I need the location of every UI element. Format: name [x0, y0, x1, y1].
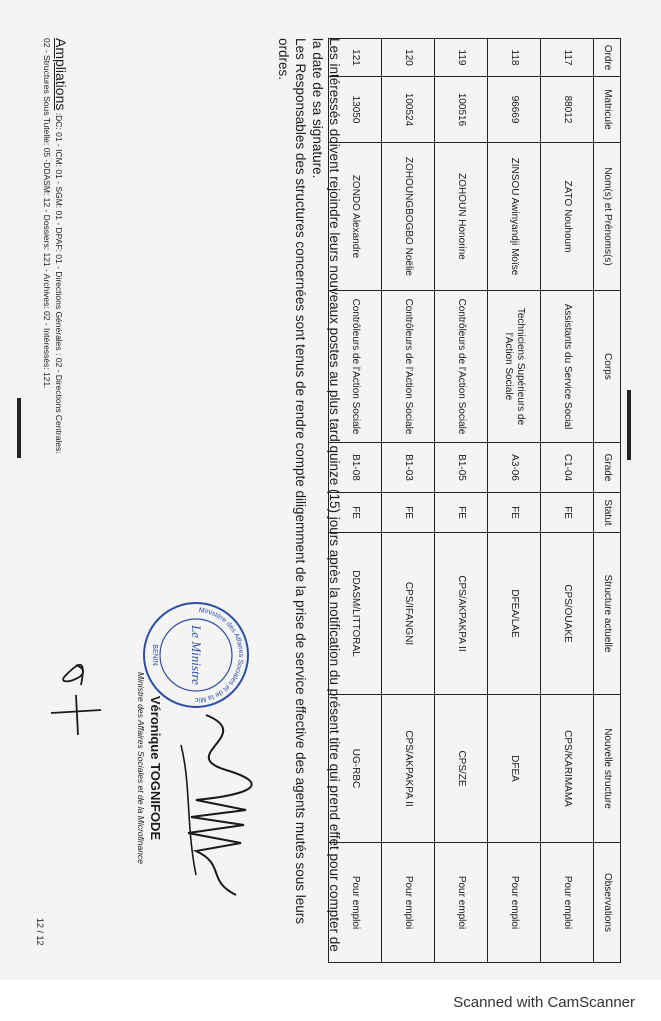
- table-cell: ZATO Nouhoum: [541, 143, 594, 291]
- stamp-ring-text: Ministère des Affaires Sociales et de la Mic: [194, 607, 245, 704]
- table-header-row: [594, 39, 621, 963]
- table-cell: 120: [382, 39, 435, 77]
- table-cell: DFEA/LAE: [488, 533, 541, 695]
- table-cell: A3-06: [488, 443, 541, 493]
- ampliations-line-2: 02 - Structures Sous Tutelle: 05 -DDASM: 12 - Dossiers: 121 - Archives: 02 - Intéressés: 121.: [42, 38, 52, 389]
- scan-edge-mark: [627, 390, 631, 460]
- column-header: Structure actuelle: [594, 533, 621, 695]
- minister-name: Véronique TOGNIFODE: [148, 695, 163, 841]
- table-cell: Contrôleurs de l'Action Sociale: [435, 291, 488, 443]
- table-cell: FE: [488, 493, 541, 533]
- table-cell: B1-03: [382, 443, 435, 493]
- table-cell: CPS/IFANGNI: [382, 533, 435, 695]
- table-cell: ZOHOUNGBOGBO Noëlie: [382, 143, 435, 291]
- table-cell: ZOHOUN Honorine: [435, 143, 488, 291]
- column-header: Statut: [594, 493, 621, 533]
- table-row: [435, 39, 488, 963]
- table-cell: 13050: [329, 77, 382, 143]
- minister-title: Ministre des Affaires Sociales et de la Microfinance: [136, 672, 146, 864]
- table-cell: B1-05: [435, 443, 488, 493]
- handwritten-initials: [46, 655, 106, 745]
- table-cell: DFEA: [488, 695, 541, 843]
- table-cell: ZINSOU Awinyandji Moïse: [488, 143, 541, 291]
- table-cell: ZONDO Alexandre: [329, 143, 382, 291]
- table-cell: Techniciens Supérieurs de l'Action Sociale: [488, 291, 541, 443]
- minister-signature: [166, 705, 266, 905]
- table-cell: Pour emploi: [435, 843, 488, 963]
- table-cell: 100516: [435, 77, 488, 143]
- table-cell: 117: [541, 39, 594, 77]
- table-cell: CPS/AKPAKPA II: [382, 695, 435, 843]
- table-cell: CPS/ZE: [435, 695, 488, 843]
- table-cell: Pour emploi: [329, 843, 382, 963]
- table-cell: Contrôleurs de l'Action Sociale: [382, 291, 435, 443]
- table-cell: Assistants du Service Social: [541, 291, 594, 443]
- column-header: Grade: [594, 443, 621, 493]
- column-header: Nom(s) et Prénoms(s): [594, 143, 621, 291]
- table-cell: FE: [435, 493, 488, 533]
- table-cell: FE: [382, 493, 435, 533]
- table-cell: 88012: [541, 77, 594, 143]
- table-cell: DDASM/LITTORAL: [329, 533, 382, 695]
- table-cell: FE: [541, 493, 594, 533]
- notification-paragraph: Les intéressés doivent rejoindre leurs nouveaux postes au plus tard quinze (15) jours après la notification du présent titre qui prend effet pour compter de la date de sa signature.: [310, 38, 342, 952]
- table-cell: 100524: [382, 77, 435, 143]
- table-cell: Pour emploi: [488, 843, 541, 963]
- ampliations-label: Ampliations: [53, 38, 69, 111]
- table-cell: 121: [329, 39, 382, 77]
- stamp-bottom-text: BENIN: [151, 644, 158, 666]
- table-cell: 96669: [488, 77, 541, 143]
- camscanner-watermark: Scanned with CamScanner: [453, 994, 635, 1011]
- table-cell: B1-08: [329, 443, 382, 493]
- column-header: Matricule: [594, 77, 621, 143]
- signatory-block: [136, 598, 163, 938]
- table-cell: UG-RBC: [329, 695, 382, 843]
- column-header: Nouvelle structure: [594, 695, 621, 843]
- responsibility-paragraph: Les Responsables des structures concernées sont tenus de rendre compte diligemment de la prise de service effective des agents mutés sous leurs ordres.: [276, 38, 308, 924]
- table-row: [382, 39, 435, 963]
- body-text: [275, 38, 343, 962]
- table-cell: FE: [329, 493, 382, 533]
- staff-transfer-table: [328, 38, 621, 963]
- table-cell: C1-04: [541, 443, 594, 493]
- ampliations-line-1: :DC: 01 - ICM: 01 - SGM: 01 - DPAF: 01 - Directions Générales : 02 - Directions Centrales:: [54, 112, 64, 454]
- table-cell: 118: [488, 39, 541, 77]
- table-cell: CPS/AKPAKPA II: [435, 533, 488, 695]
- scan-edge-mark: [17, 398, 21, 458]
- table-body: [329, 39, 594, 963]
- column-header: Corps: [594, 291, 621, 443]
- page-number: 12 / 12: [35, 918, 45, 946]
- table-cell: Contrôleurs de l'Action Sociale: [329, 291, 382, 443]
- table-cell: 119: [435, 39, 488, 77]
- table-row: [488, 39, 541, 963]
- column-header: Ordre: [594, 39, 621, 77]
- table-cell: Pour emploi: [382, 843, 435, 963]
- table-row: [541, 39, 594, 963]
- table-cell: CPS/OUAKE: [541, 533, 594, 695]
- table-cell: Pour emploi: [541, 843, 594, 963]
- table-cell: CPS/KARIMAMA: [541, 695, 594, 843]
- stamp-center-text: Le Ministre: [189, 625, 204, 685]
- column-header: Observations: [594, 843, 621, 963]
